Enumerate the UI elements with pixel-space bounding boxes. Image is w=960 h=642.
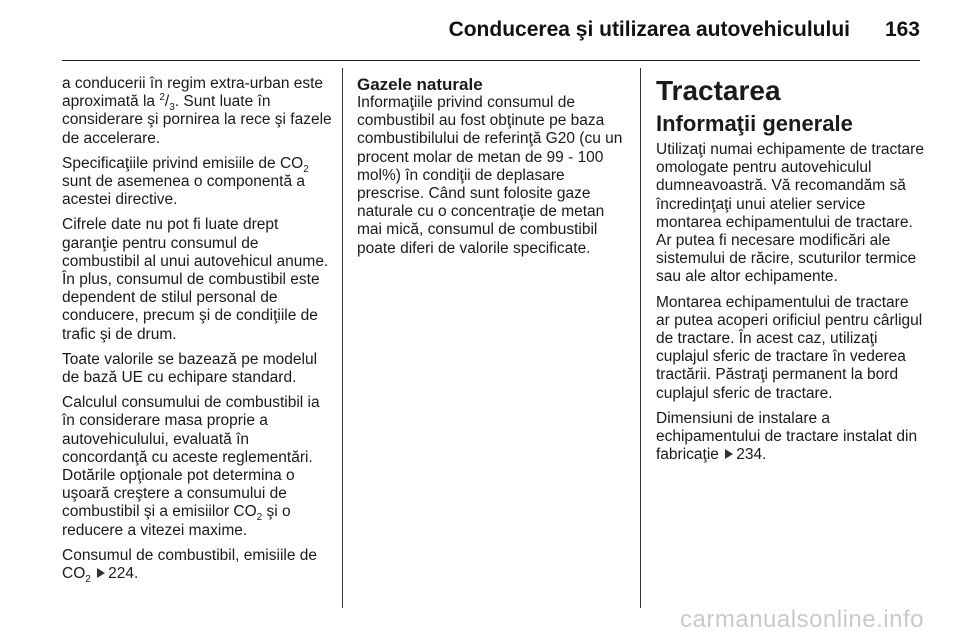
chapter-heading: Tractarea [656, 75, 781, 106]
paragraph [62, 394, 332, 540]
cross-reference-link[interactable]: 234. [736, 446, 767, 464]
column-middle [357, 75, 627, 265]
arrow-right-icon [97, 568, 105, 578]
watermark: carmanualsonline.info [680, 606, 924, 633]
text: Consumul de combustibil, emisiile de CO [62, 546, 318, 583]
column-divider [640, 68, 641, 608]
header-rule [62, 60, 920, 61]
paragraph [62, 155, 332, 210]
paragraph [656, 410, 924, 465]
superscript: 2 [159, 92, 165, 104]
text: Calculul consumului de combustibil ia în considerare masa proprie a autovehiculului, evaluată în concordanţă cu aceste reglementări. Dotările opţionale pot determina o uşoară creştere a consumului de combustibil şi a emisiilor CO [62, 394, 320, 521]
paragraph: Montarea echipamentului de tractare ar putea acoperi orificiul pentru cârligul de tractare. În acest caz, utilizaţi cuplajul sferic de tractare în vederea tractării. Păstraţi permanent la bord cuplajul sferic de tractare. [656, 293, 923, 402]
section-heading: Informaţii generale [656, 111, 853, 136]
section-heading: Gazele naturale [357, 75, 483, 94]
page-header [62, 16, 920, 46]
text: Specificaţiile privind emisiile de CO [62, 154, 304, 172]
text: Dimensiuni de instalare a echipamentului de tractare instalat din fabricaţie [656, 409, 918, 464]
subscript: 2 [85, 574, 91, 586]
paragraph [62, 75, 332, 148]
text: . Sunt luate în considerare şi pornirea la rece şi fazele de accelerare. [62, 93, 332, 147]
paragraph: Informaţiile privind consumul de combustibil au fost obţinute pe baza combustibilului de referinţă G20 (cu un procent molar de metan de 99 - 100 mol%) în condiţii de deplasare prescrise. Când sunt folosite gaze naturale cu o concentraţie de metan mai mică, consumul de combustibil poate diferi de valorile specificate. [357, 94, 623, 257]
text: sunt de asemenea o componentă a acestei directive. [62, 173, 306, 209]
text: a conducerii în regim extra-urban este aproximată la [62, 75, 324, 111]
paragraph: Cifrele date nu pot fi luate drept garanţie pentru consumul de combustibil al unui autovehicul anume. În plus, consumul de combustibil este dependent de stilul personal de conducere, precum şi de condiţiile de trafic şi de drum. [62, 216, 329, 343]
subscript: 2 [256, 512, 263, 524]
subscript: 2 [303, 163, 309, 175]
page-title: Conducerea şi utilizarea autovehiculului [448, 18, 850, 41]
paragraph: Utilizaţi numai echipamente de tractare omologate pentru autovehiculul dumneavoastră. Vă recomandăm să încredinţaţi unui atelier service montarea echipamentului de tractare. Ar putea fi necesare modificări ale sistemului de răcire, scuturilor termice sau ale altor echipamente. [656, 141, 924, 286]
fraction-slash: / [164, 93, 170, 111]
text: şi o reducere a vitezei maxime. [62, 503, 291, 539]
column-right [656, 75, 924, 471]
arrow-right-icon [725, 449, 733, 459]
paragraph: Toate valorile se bazează pe modelul de bază UE cu echipare standard. [62, 350, 318, 387]
subscript: 3 [169, 102, 175, 114]
page-number: 163 [884, 18, 920, 41]
column-left [62, 75, 332, 590]
paragraph [62, 546, 332, 586]
column-divider [342, 68, 343, 608]
cross-reference-link[interactable]: 224. [108, 565, 139, 583]
